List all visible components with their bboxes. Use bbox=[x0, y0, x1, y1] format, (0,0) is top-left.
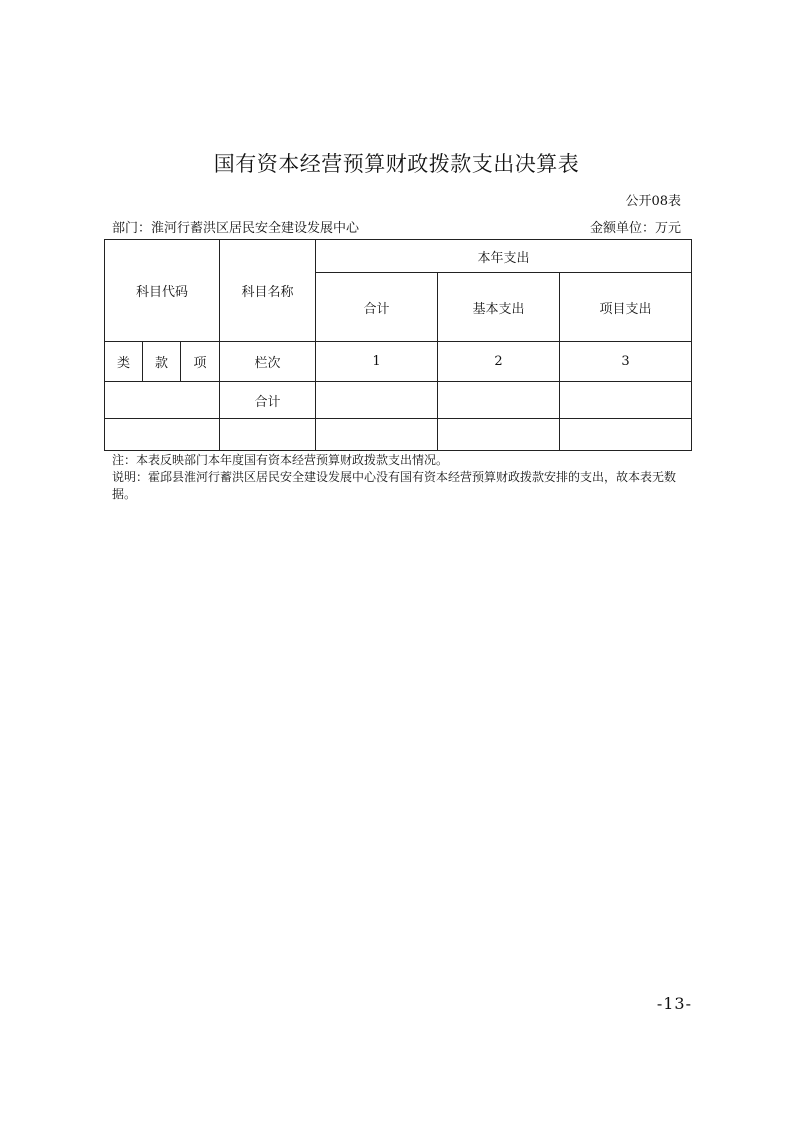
column-order-2: 2 bbox=[438, 342, 560, 382]
sum-row bbox=[105, 382, 692, 419]
department-label: 部门：淮河行蓄洪区居民安全建设发展中心 bbox=[112, 221, 360, 236]
empty-name-cell bbox=[220, 419, 316, 451]
empty-basic-cell bbox=[438, 419, 560, 451]
header-class: 类 bbox=[105, 342, 143, 382]
sum-row-label: 合计 bbox=[220, 382, 316, 419]
header-basic-expense: 基本支出 bbox=[438, 273, 560, 342]
header-subject-name: 科目名称 bbox=[220, 240, 316, 342]
page-title: 国有资本经营预算财政拨款支出决算表 bbox=[213, 152, 580, 176]
sum-row-code-cell bbox=[105, 382, 220, 419]
header-item: 项 bbox=[181, 342, 220, 382]
sum-basic-cell bbox=[438, 382, 560, 419]
header-row-1 bbox=[105, 240, 692, 273]
column-order-3: 3 bbox=[560, 342, 692, 382]
header-section: 款 bbox=[143, 342, 181, 382]
header-current-year-expense: 本年支出 bbox=[316, 240, 692, 273]
empty-project-cell bbox=[560, 419, 692, 451]
column-order-row bbox=[105, 342, 692, 382]
explanation-text: 说明：霍邱县淮河行蓄洪区居民安全建设发展中心没有国有资本经营预算财政拨款安排的支出，故本表无数据。 bbox=[112, 470, 677, 501]
empty-total-cell bbox=[316, 419, 438, 451]
header-subject-code: 科目代码 bbox=[105, 240, 220, 342]
expense-table bbox=[104, 239, 692, 451]
empty-data-row bbox=[105, 419, 692, 451]
column-order-label: 栏次 bbox=[220, 342, 316, 382]
form-number: 公开08表 bbox=[625, 194, 681, 209]
page-number: -13- bbox=[656, 994, 692, 1013]
empty-code-cell bbox=[105, 419, 220, 451]
header-total: 合计 bbox=[316, 273, 438, 342]
column-order-1: 1 bbox=[316, 342, 438, 382]
header-project-expense: 项目支出 bbox=[560, 273, 692, 342]
amount-unit-label: 金额单位：万元 bbox=[589, 221, 681, 236]
sum-project-cell bbox=[560, 382, 692, 419]
sum-total-cell bbox=[316, 382, 438, 419]
note-text: 注：本表反映部门本年度国有资本经营预算财政拨款支出情况。 bbox=[112, 453, 449, 467]
notes-block bbox=[112, 452, 687, 503]
